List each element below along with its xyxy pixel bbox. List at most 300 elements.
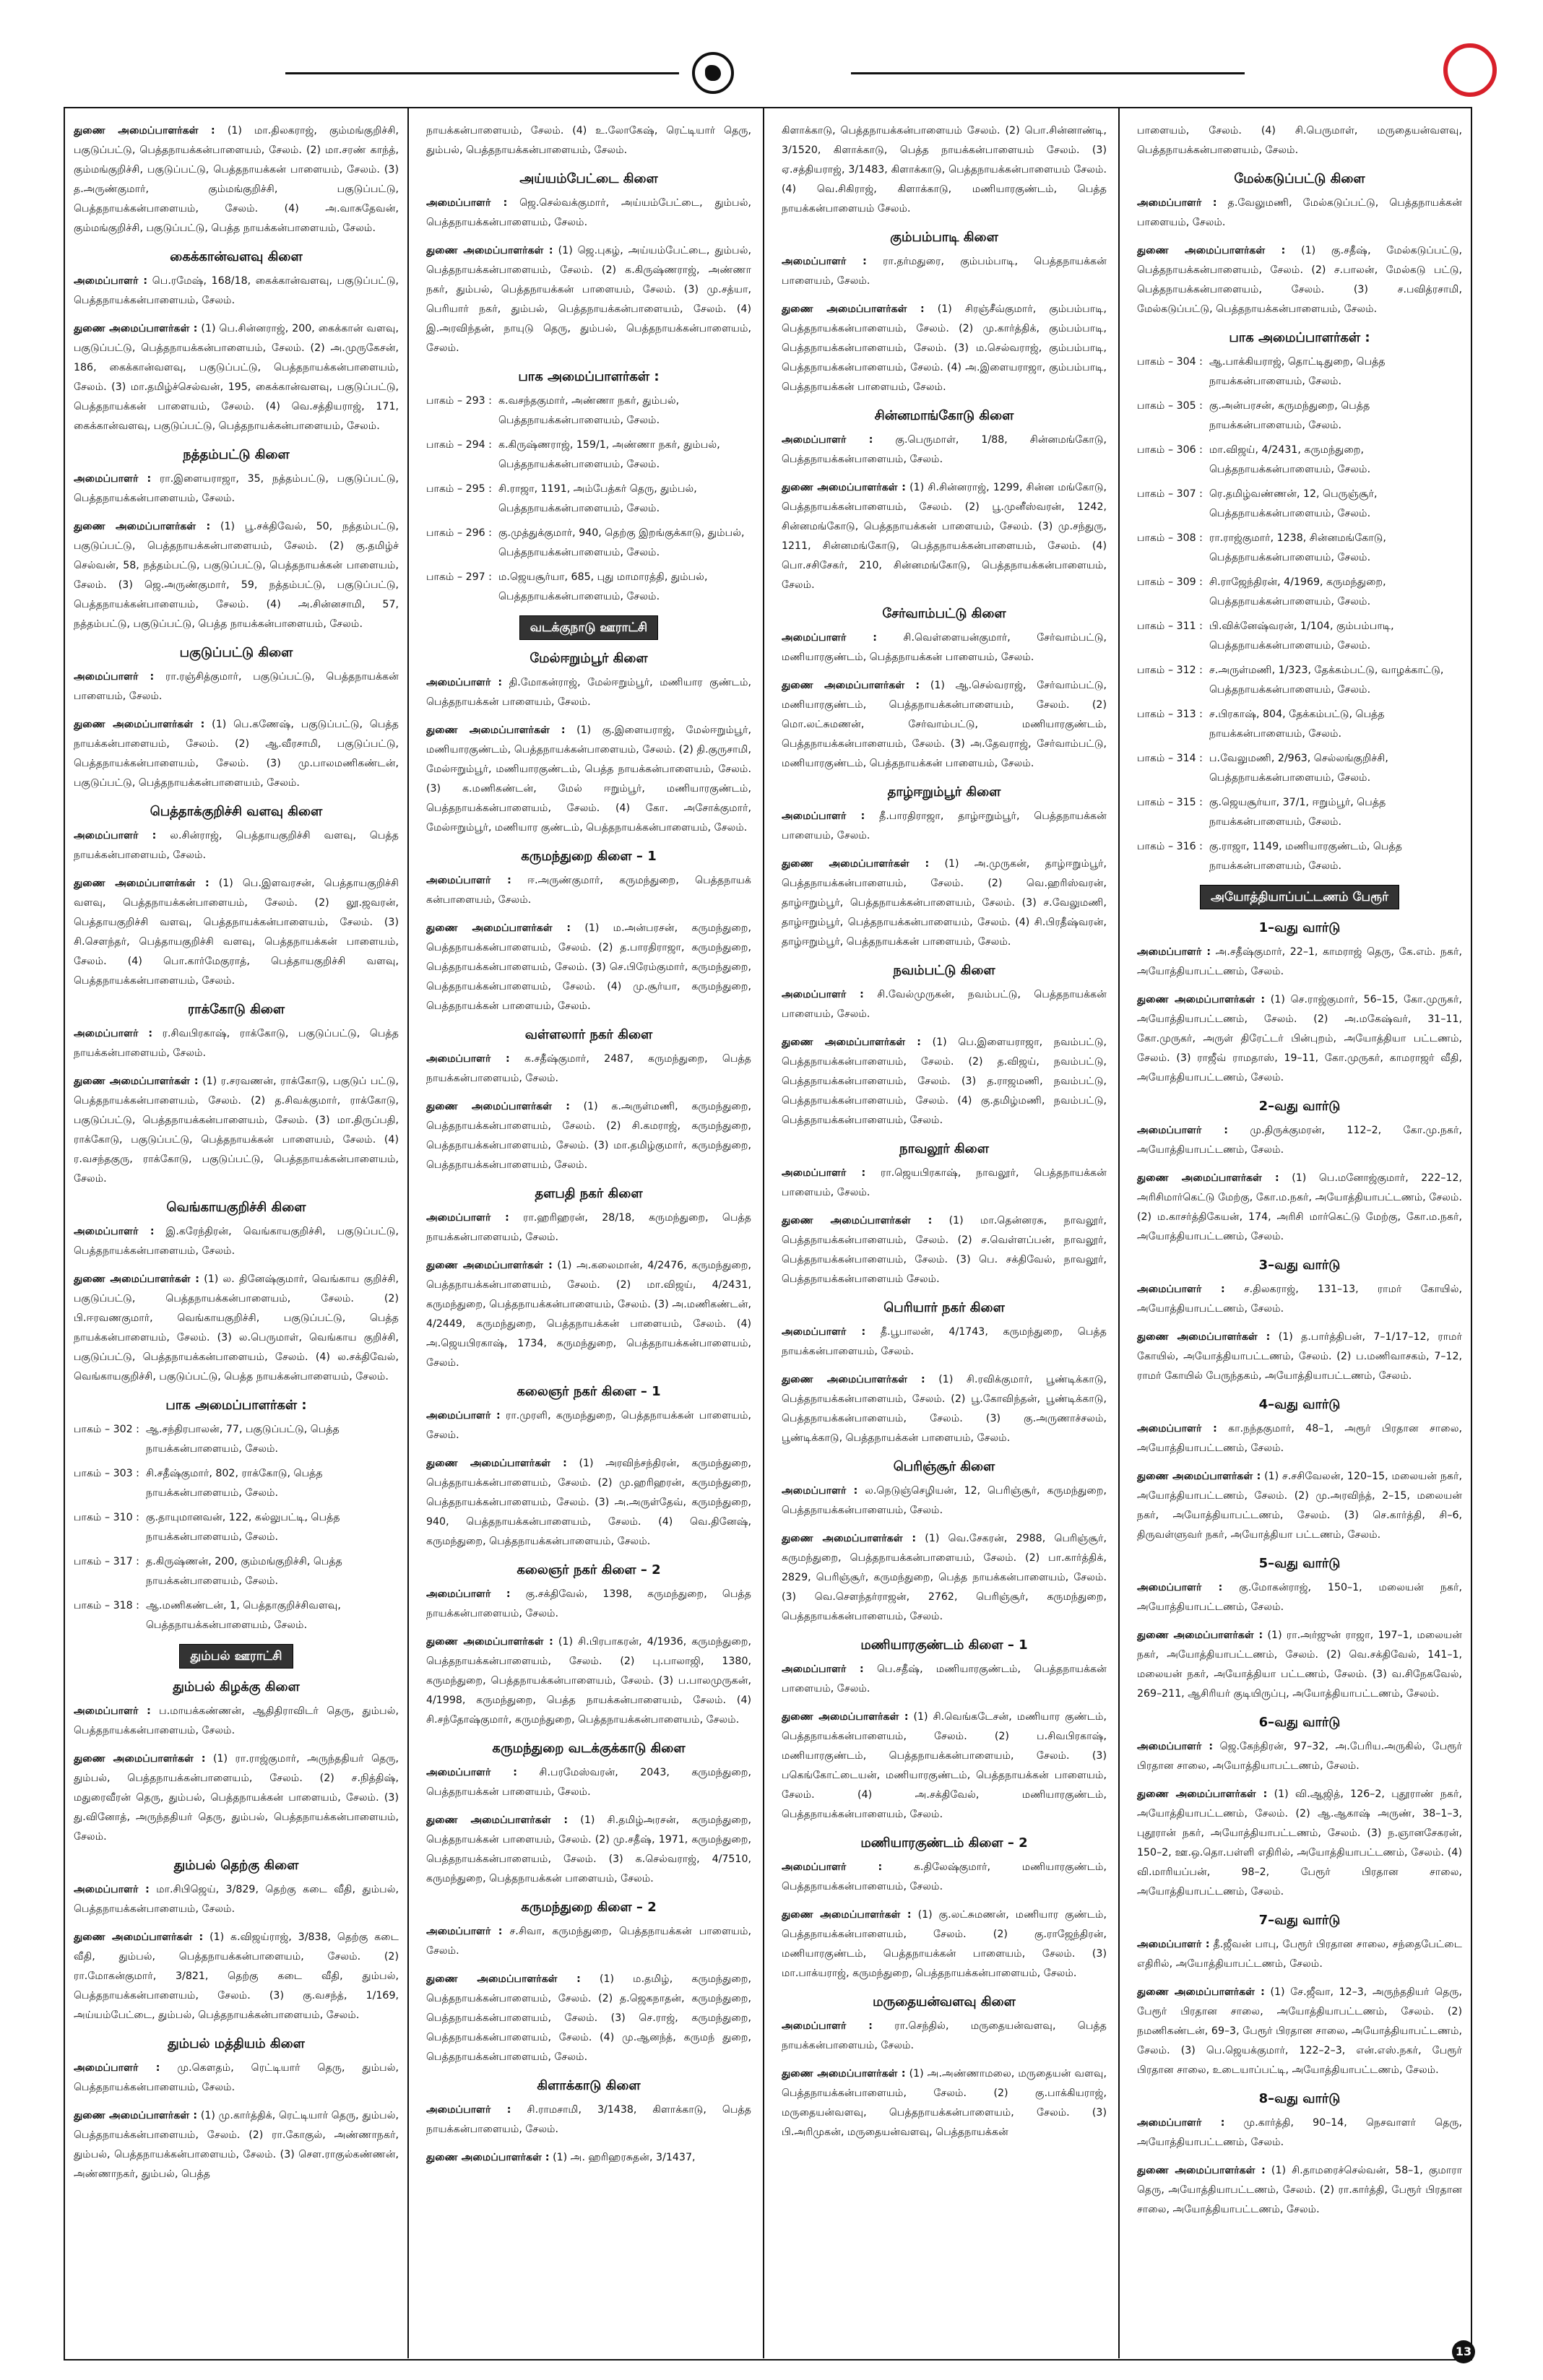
branch-heading: கலைஞர் நகர் கிளை – 1: [517, 1384, 661, 1399]
member-entry: [74, 1702, 399, 1741]
member-details: (1) க.விஜய்ராஜ், 3/838, தெற்கு கடை வீதி, தும்பல், பெத்தநாயக்கன்பாளையம், சேலம். (2) ரா.மோகன்குமார், 3/821, தெற்கு கடை வீதி, தும்பல், பெத்தநாயக்கன்பாளையம், சேலம். (3) கு.வசந்த், 1/169, அய்யம்பேட்டை, தும்பல், பெத்தநாயக்கன்பாளையம், சேலம்.: [74, 1931, 399, 2021]
branch-heading: 8–வது வார்டு: [1258, 2091, 1341, 2106]
booth-number: பாகம் – 313 :: [1137, 709, 1203, 720]
booth-member: ரா.ராஜ்குமார், 1238, சின்னமங்கோடு, பெத்தநாயக்கன்பாளையம், சேலம்.: [1209, 532, 1386, 563]
role-label: அமைப்பாளர் :: [1137, 1939, 1210, 1950]
member-details: தீ.பூபாலன், 4/1743, கருமந்துறை, பெத்த நாயக்கன்பாளையம், சேலம்.: [782, 1326, 1107, 1357]
member-entry: [782, 1529, 1107, 1627]
member-entry: [74, 874, 399, 991]
branch-heading: 5–வது வார்டு: [1258, 1556, 1341, 1571]
branch-section: [782, 782, 1107, 952]
branch-heading: பகுடுப்பட்டு கிளை: [179, 645, 293, 660]
member-details: (1) சி.சின்னராஜ், 1299, சின்ன மங்கோடு, பெத்தநாயக்கன்பாளையம், சேலம். (2) பூ.முனீஸ்வரன், 1242, சின்னமங்கோடு, பெத்தநாயக்கன் பாளையம், சேலம். (3) மு.சந்துரு, 1211, சின்னமங்கோடு, பெத்தநாயக்கன்பாளையம், சேலம். (4) பொ.சசிசேகர், 210, சின்னமங்கோடு, பெத்தநாயக்கன்பாளையம், சேலம்.: [782, 482, 1107, 591]
booth-number: பாகம் – 296 :: [426, 527, 492, 539]
booth-entry: [1137, 485, 1462, 524]
member-entry: [426, 1970, 751, 2067]
role-label: அமைப்பாளர் :: [1137, 197, 1217, 209]
role-label: அமைப்பாளர் :: [426, 197, 508, 209]
booth-number: பாகம் – 310 :: [74, 1512, 139, 1523]
booth-number: பாகம் – 295 :: [426, 483, 492, 495]
member-entry: [74, 715, 399, 793]
member-details: கு.மோகன்ராஜ், 150–1, மலையன் நகர், அயோத்தியாபட்டணம், சேலம்.: [1137, 1582, 1462, 1613]
booth-entry: [74, 1464, 399, 1503]
member-details: ல.நெடுஞ்செழியன், 12, பெரிஞ்சூர், கருமந்துறை, பெத்தநாயக்கன்பாளையம், சேலம்.: [782, 1485, 1107, 1516]
role-label: துணை அமைப்பாளர்கள் :: [782, 1711, 909, 1723]
member-entry: [426, 721, 751, 838]
booth-number: பாகம் – 308 :: [1137, 532, 1203, 544]
member-entry: [74, 2059, 399, 2098]
header-rule-left: [285, 72, 679, 74]
branch-section: [782, 1833, 1107, 1983]
column-divider: [763, 108, 764, 2358]
branch-section: [1137, 1554, 1462, 1704]
member-details: மு.திருக்குமரன், 112–2, கோ.மு.நகர், அயோத்தியாபட்டணம், சேலம்.: [1137, 1125, 1462, 1156]
member-entry: [782, 1164, 1107, 1203]
role-label: துணை அமைப்பாளர்கள் :: [1137, 1172, 1279, 1184]
booth-entry: [426, 436, 751, 475]
booth-number: பாகம் – 317 :: [74, 1556, 139, 1567]
branch-section: [1137, 328, 1462, 876]
role-label: அமைப்பாளர் :: [1137, 1741, 1214, 1752]
branch-section: [782, 1635, 1107, 1825]
role-label: அமைப்பாளர் :: [1137, 1125, 1228, 1136]
booth-number: பாகம் – 293 :: [426, 395, 492, 407]
member-details: (1) கு.இளையராஜ், மேல்ஈறும்பூர், மணியாரகுண்டம், பெத்தநாயக்கன்பாளையம், சேலம். (2) தி.குருசாமி, மேல்ஈறும்பூர், மணியாரகுண்டம், பெத்த நாயக்கன்பாளையம், சேலம். (3) க.மணிகண்டன், மேல் ஈறும்பூர், மணியாரகுண்டம், பெத்தநாயக்கன்பாளையம், சேலம். (4) கோ. அசோக்குமார், மேல்ஈறும்பூர், மணியார குண்டம், பெத்தநாயக்கன்பாளையம், சேலம்.: [426, 724, 751, 834]
member-details: (1) பெ.இளையராஜா, நவம்பட்டு, பெத்தநாயக்கன்பாளையம், சேலம். (2) த.விஜய், நவம்பட்டு, பெத்தநாயக்கன்பாளையம், சேலம். (3) த.ராஜமணி, நவம்பட்டு, பெத்தநாயக்கன்பாளையம், சேலம். (4) கு.தமிழ்மணி, நவம்பட்டு, பெத்தநாயக்கன்பாளையம், சேலம்.: [782, 1037, 1107, 1126]
booth-member: கு.அன்பரசன், கருமந்துறை, பெத்த நாயக்கன்பாளையம், சேலம்.: [1209, 400, 1370, 431]
branch-section: [74, 643, 399, 793]
member-entry: [1137, 1280, 1462, 1319]
role-label: அமைப்பாளர் :: [426, 875, 511, 886]
branch-heading: நாவலூர் கிளை: [899, 1141, 989, 1156]
role-label: துணை அமைப்பாளர்கள் :: [426, 1636, 553, 1648]
member-entry: [782, 807, 1107, 846]
booth-member: ஆ.சந்திரபாலன், 77, பகுடுப்பட்டு, பெத்த நாயக்கன்பாளையம், சேலம்.: [146, 1424, 340, 1455]
booth-entry: [426, 480, 751, 519]
role-label: துணை அமைப்பாளர்கள் :: [782, 1374, 925, 1385]
role-label: துணை அமைப்பாளர்கள் :: [1137, 1630, 1263, 1641]
role-label: அமைப்பாளர் :: [426, 1053, 510, 1065]
branch-section: [426, 2076, 751, 2168]
booth-entry: [1137, 793, 1462, 832]
branch-section: [74, 445, 399, 634]
header-rule-right: [851, 72, 1245, 74]
member-details: ரா.தர்மதுரை, கும்பம்பாடி, பெத்தநாயக்கன் பாளையம், சேலம்.: [782, 256, 1107, 287]
member-details: (1) அ.கலைமான், 4/2476, கருமந்துறை, பெத்தநாயக்கன்பாளையம், சேலம். (2) மா.விஜய், 4/2431, கருமந்துறை, பெத்தநாயக்கன்பாளையம், சேலம். (3) அ.மணிகண்டன், 4/2449, கருமந்துறை, பெத்தநாயக்கன் பாளையம், சேலம். (4) அ.ஜெயபிரகாஷ், 1734, கருமந்துறை, பெத்தநாயக்கன்பாளையம், சேலம்.: [426, 1260, 751, 1369]
branch-heading: அய்யம்பேட்டை கிளை: [519, 171, 658, 186]
role-label: அமைப்பாளர் :: [426, 1410, 501, 1421]
branch-heading: வெங்காயகுறிச்சி கிளை: [166, 1200, 306, 1215]
role-label: அமைப்பாளர் :: [74, 1028, 153, 1039]
column-divider: [1118, 108, 1120, 2358]
role-label: அமைப்பாளர் :: [426, 2104, 511, 2116]
member-entry: [782, 1323, 1107, 1362]
member-details: (1) சி.பிரபாகரன், 4/1936, கருமந்துறை, பெத்தநாயக்கன்பாளையம், சேலம். (2) பு.பாலாஜி, 1380, கருமந்துறை, பெத்தநாயக்கன்பாளையம், சேலம். (3) ப.பாலமுருகன், 4/1998, கருமந்துறை, பெத்த நாயக்கன்பாளையம், சேலம். (4) சி.சந்தோஷ்குமார், கருமந்துறை, பெத்தநாயக்கன்பாளையம், சேலம்.: [426, 1636, 751, 1726]
member-details: (1) ஆ.செல்வராஜ், சேர்வாம்பட்டு, மணியாரகுண்டம், பெத்தநாயக்கன்பாளையம், சேலம். (2) மொ.லட்சுமணன், சேர்வாம்பட்டு, மணியாரகுண்டம், பெத்தநாயக்கன்பாளையம், சேலம். (3) அ.தேவராஜ், சேர்வாம்பட்டு, மணியாரகுண்டம், பெத்தநாயக்கன் பாளையம், சேலம்.: [782, 680, 1107, 769]
member-entry: [1137, 1328, 1462, 1386]
branch-heading: சின்னமாங்கோடு கிளை: [874, 408, 1014, 423]
member-details: ஜெ.கேந்திரன், 97–32, அ.பேரிய.அருகில், பேரூர் பிரதான சாலை, அயோத்தியாபட்டணம், சேலம்.: [1137, 1741, 1462, 1772]
booth-member: கு.ஜெயசூர்யா, 37/1, ஈறும்பூர், பெத்த நாயக்கன்பாளையம், சேலம்.: [1209, 797, 1386, 828]
booth-member: சி.ராஜேந்திரன், 4/1969, கருமந்துறை, பெத்தநாயக்கன்பாளையம், சேலம்.: [1209, 576, 1386, 607]
member-entry: [426, 673, 751, 712]
member-entry: [782, 1708, 1107, 1825]
member-details: கு.சக்திவேல், 1398, கருமந்துறை, பெத்த நாயக்கன்பாளையம், சேலம்.: [426, 1588, 751, 1619]
member-entry: [426, 1050, 751, 1089]
branch-section: [426, 1560, 751, 1730]
member-details: நாயக்கன்பாளையம், சேலம். (4) உ.லோகேஷ், ரெட்டியார் தெரு, தும்பல், பெத்தநாயக்கன்பாளையம், சேலம்.: [426, 125, 751, 156]
booth-entry: [426, 568, 751, 607]
member-details: (1) மா.திலகராஜ், கும்மங்குறிச்சி, பகுடுப்பட்டு, பெத்தநாயக்கன்பாளையம், சேலம். (2) மா.சரண் காந்த், கும்மங்குறிச்சி, பகுடுப்பட்டு, பெத்தநாயக்கன் பாளையம், சேலம். (3) த.அருண்குமார், கும்மங்குறிச்சி, பகுடுப்பட்டு, பெத்தநாயக்கன்பாளையம், சேலம். (4) அ.வாசுதேவன், கும்மங்குறிச்சி, பகுடுப்பட்டு, பெத்த நாயக்கன்பாளையம், சேலம்.: [74, 125, 399, 234]
member-entry: [74, 1222, 399, 1261]
column-3: [782, 121, 1107, 2346]
role-label: துணை அமைப்பாளர்கள் :: [782, 2068, 906, 2080]
member-details: க.திலேஷ்குமார், மணியாரகுண்டம், பெத்தநாயக்கன்பாளையம், சேலம்.: [782, 1861, 1107, 1892]
member-details: (1) பெ.கணேஷ், பகுடுப்பட்டு, பெத்த நாயக்கன்பாளையம், சேலம். (2) ஆ.வீரசாமி, பகுடுப்பட்டு, பெத்தநாயக்கன்பாளையம், சேலம். (3) மு.பாலமணிகண்டன், பகுடுப்பட்டு, பெத்தநாயக்கன்பாளையம், சேலம்.: [74, 719, 399, 789]
role-label: துணை அமைப்பாளர்கள் :: [426, 1458, 567, 1469]
member-details: (1) த.பார்த்திபன், 7–1/17–12, ராமர் கோயில், அயோத்தியாபட்டணம், சேலம். (2) ப.மணிவாசகம், 7–12, ராமர் கோயில் பேருந்தகம், அயோத்தியாபட்டணம், சேலம்.: [1137, 1331, 1462, 1382]
member-entry: [426, 2100, 751, 2139]
role-label: துணை அமைப்பாளர்கள் :: [74, 521, 211, 532]
role-label: அமைப்பாளர் :: [74, 275, 148, 287]
role-label: அமைப்பாளர் :: [74, 1884, 150, 1895]
branch-heading: கலைஞர் நகர் கிளை – 2: [517, 1562, 661, 1578]
member-entry: [74, 826, 399, 865]
member-entry: [782, 985, 1107, 1024]
branch-heading: மணியாரகுண்டம் கிளை – 1: [860, 1637, 1028, 1653]
role-label: துணை அமைப்பாளர்கள் :: [426, 245, 553, 256]
role-label: அமைப்பாளர் :: [782, 256, 867, 267]
branch-heading: கருமந்துறை வடக்குக்காடு கிளை: [492, 1741, 686, 1756]
member-details: (1) மா.தென்னரசு, நாவலூர், பெத்தநாயக்கன்பாளையம், சேலம். (2) ச.வெள்ளப்பன், நாவலூர், பெத்தநாயக்கன்பாளையம், சேலம். (3) பெ. சக்திவேல், நாவலூர், பெத்தநாயக்கன்பாளையம் சேலம்.: [782, 1215, 1107, 1285]
member-details: (1) அ. ஹரிஹரசுதன், 3/1437,: [553, 2152, 696, 2163]
role-label: துணை அமைப்பாளர்கள் :: [426, 1814, 569, 1826]
role-label: துணை அமைப்பாளர்கள் :: [426, 1260, 553, 1271]
member-details: (1) ஜெ.புகழ், அய்யம்பேட்டை, தும்பல், பெத்தநாயக்கன்பாளையம், சேலம். (2) க.கிருஷ்ணராஜ், அண்ணா நகர், தும்பல், பெத்தநாயக்கன் பாளையம், சேலம். (3) மு.சத்யா, பெரியார் நகர், தும்பல், பெத்தநாயக்கன்பாளையம், சேலம். (4) இ.அரவிந்தன், நாயுடு தெரு, தும்பல், பெத்தநாயக்கன்பாளையம், சேலம்.: [426, 245, 751, 354]
member-entry: [1137, 1419, 1462, 1458]
branch-section: [426, 121, 751, 160]
member-details: சி.வெள்ளையன்குமார், சேர்வாம்பட்டு, மணியாரகுண்டம், பெத்தநாயக்கன் பாளையம், சேலம்.: [782, 632, 1107, 663]
member-details: (1) ம.தமிழ், கருமந்துறை, பெத்தநாயக்கன்பாளையம், சேலம். (2) த.ஜெகநாதன், கருமந்துறை, பெத்தநாயக்கன்பாளையம், சேலம். (3) செ.ராஜ், கருமந்துறை, பெத்தநாயக்கன்பாளையம், சேலம். (4) மு.ஆனந்த், கருமந் துறை, பெத்தநாயக்கன்பாளையம், சேலம்.: [426, 1973, 751, 2063]
role-label: அமைப்பாளர் :: [74, 671, 155, 683]
member-details: (1) ல. தினேஷ்குமார், வெங்காய குறிச்சி, பகுடுப்பட்டு, பெத்தநாயக்கன்பாளையம், சேலம். (2) பி.ஈரவணகுமார், வெங்காயகுறிச்சி, பகுடுப்பட்டு, பெத்த நாயக்கன்பாளையம், சேலம். (3) ல.பெருமாள், வெங்காய குறிச்சி, பகுடுப்பட்டு, பெத்தநாயக்கன்பாளையம், சேலம். (4) ல.சக்திவேல், வெங்காயகுறிச்சி, பகுடுப்பட்டு, பெத்த நாயக்கன்பாளையம், சேலம்.: [74, 1273, 399, 1382]
member-details: (1) பெ.இளவரசன், பெத்தாயகுறிச்சி வளவு, பெத்தநாயக்கன்பாளையம், சேலம். (2) லூ.ஜவரன், பெத்தாயகுறிச்சி வளவு, பெத்தநாயக்கன்பாளையம், சேலம். (3) சி.சௌந்தர், பெத்தாயகுறிச்சி வளவு, பெத்தநாயக்கன் பாளையம், சேலம். (4) பொ.கார்மேகுராத், பெத்தாயகுறிச்சி வளவு, பெத்தநாயக்கன்பாளையம், சேலம்.: [74, 878, 399, 987]
role-label: துணை அமைப்பாளர்கள் :: [426, 724, 566, 736]
member-details: ரா.முரளி, கருமந்துறை, பெத்தநாயக்கன் பாளையம், சேலம்.: [426, 1410, 751, 1441]
page-header: [0, 0, 1543, 108]
member-entry: [1137, 1626, 1462, 1704]
member-entry: [74, 1270, 399, 1387]
member-entry: [74, 667, 399, 706]
role-label: துணை அமைப்பாளர்கள் :: [1137, 1788, 1268, 1800]
member-details: க.சதீஷ்குமார், 2487, கருமந்துறை, பெத்த நாயக்கன்பாளையம், சேலம்.: [426, 1053, 751, 1084]
member-details: (1) செ.ராஜ்குமார், 56–15, கோ.முருகர், அயோத்தியாபட்டணம், சேலம். (2) அ.மகேஷ்வர், 31–11, கோ.முருகர், அருள் திரேட்டர் பின்புறம், அயோத்தியா பட்டணம், சேலம். (3) ராஜீவ் ராமதாஸ், 19–11, கோ.முருகர், காமராஜர் வீதி, அயோத்தியாபட்டணம், சேலம்.: [1137, 994, 1462, 1083]
role-label: அமைப்பாளர் :: [74, 830, 157, 841]
role-label: துணை அமைப்பாளர்கள் :: [74, 323, 198, 334]
member-entry: [1137, 990, 1462, 1088]
role-label: துணை அமைப்பாளர்கள் :: [74, 1753, 206, 1765]
member-details: பெ.ரமேஷ், 168/18, கைக்கான்வளவு, பகுடுப்பட்டு, பெத்தநாயக்கன்பாளையம், சேலம்.: [74, 275, 399, 306]
branch-heading: கருமந்துறை கிளை – 2: [521, 1900, 657, 1915]
member-entry: [426, 1097, 751, 1175]
role-label: அமைப்பாளர் :: [782, 1861, 883, 1873]
branch-heading: தளபதி நகர் கிளை: [535, 1186, 643, 1201]
member-details: (1) அரவிந்சந்திரன், கருமந்துறை, பெத்தநாயக்கன்பாளையம், சேலம். (2) மு.ஹரிஹரன், கருமந்துறை, பெத்தநாயக்கன்பாளையம், சேலம். (3) அ.அருள்தேவ், கருமந்துறை, 940, பெத்தநாயக்கன்பாளையம், சேலம். (4) வெ.தினேஷ், கருமந்துறை, பெத்தநாயக்கன்பாளையம், சேலம்.: [426, 1458, 751, 1547]
member-details: (1) ரா.அர்ஜுன் ராஜா, 197–1, மலையன் நகர், அயோத்தியாபட்டணம், சேலம். (2) வெ.சக்திவேல், 141–1, மலையன் நகர், அயோத்தியா பட்டணம், சேலம். (3) வ.சிநேகவேல், 269–211, ஆசிரியர் குடியிருப்பு, அயோத்தியாபட்டணம், சேலம்.: [1137, 1630, 1462, 1700]
role-label: துணை அமைப்பாளர்கள் :: [1137, 245, 1286, 256]
member-entry: [1137, 1121, 1462, 1160]
branch-section: [1137, 121, 1462, 160]
role-label: துணை அமைப்பாளர்கள் :: [74, 1076, 199, 1087]
member-entry: [1137, 121, 1462, 160]
booth-entry: [1137, 705, 1462, 744]
branch-heading: தும்பல் கிழக்கு கிளை: [173, 1679, 300, 1695]
branch-section: [1137, 1395, 1462, 1545]
role-label: துணை அமைப்பாளர்கள் :: [74, 125, 215, 137]
member-details: (1) அ.அண்ணாமலை, மருதையன் வளவு, பெத்தநாயக்கன்பாளையம், சேலம். (2) கு.பாக்கியராஜ், மருதையன்வளவு, பெத்தநாயக்கன்பாளையம், சேலம். (3) பி.அரிமுகன், மருதையன்வளவு, பெத்தநாயக்கன்: [782, 2068, 1107, 2138]
branch-heading: மேல்கடுப்பட்டு கிளை: [1234, 171, 1365, 186]
booth-entry: [1137, 441, 1462, 480]
member-details: த.வேலுமணி, மேல்கடுப்பட்டு, பெத்தநாயக்கன் பாளையம், சேலம்.: [1137, 197, 1462, 228]
booth-number: பாகம் – 318 :: [74, 1600, 139, 1611]
column-1: [74, 121, 399, 2346]
member-details: ஈ.அருண்குமார், கருமந்துறை, பெத்தநாயக் கன்பாளையம், சேலம்.: [426, 875, 751, 906]
role-label: துணை அமைப்பாளர்கள் :: [1137, 994, 1266, 1005]
booth-number: பாகம் – 316 :: [1137, 841, 1203, 852]
branch-heading: கருமந்துறை கிளை – 1: [521, 849, 657, 864]
member-details: ச.திலகராஜ், 131–13, ராமர் கோயில், அயோத்தியாபட்டணம், சேலம்.: [1137, 1284, 1462, 1315]
branch-heading: 7–வது வார்டு: [1258, 1913, 1341, 1928]
member-entry: [74, 319, 399, 436]
branch-section: [1137, 1713, 1462, 1902]
member-details: மு.கார்த்தி, 90–14, நெசவாளர் தெரு, அயோத்தியாபட்டணம், சேலம்.: [1137, 2117, 1462, 2148]
member-details: தீ.பாரதிராஜா, தாழ்ஈறும்பூர், பெத்தநாயக்கன் பாளையம், சேலம்.: [782, 810, 1107, 841]
member-details: அ.சதீஷ்குமார், 22–1, காமராஜ் தெரு, கே.எம். நகர், அயோத்தியாபட்டணம், சேலம்.: [1137, 946, 1462, 977]
member-details: மு.கௌதம், ரெட்டியார் தெரு, தும்பல், பெத்தநாயக்கன்பாளையம், சேலம்.: [74, 2062, 399, 2093]
role-label: அமைப்பாளர் :: [1137, 1284, 1225, 1295]
member-details: (1) சிரஞ்சீவ்குமார், கும்பம்பாடி, பெத்தநாயக்கன்பாளையம், சேலம். (2) மு.கார்த்திக், கும்பம்பாடி, பெத்தநாயக்கன்பாளையம், சேலம். (3) ம.செல்வராஜ், கும்பம்பாடி, பெத்தநாயக்கன்பாளையம், சேலம். (4) அ.இளையராஜா, கும்பம்பாடி, பெத்தநாயக்கன் பாளையம், சேலம்.: [782, 303, 1107, 393]
booth-entry: [1137, 529, 1462, 568]
member-details: தீ.ஜீவன் பாபு, பேரூர் பிரதான சாலை, சந்தைபேட்டை எதிரில், அயோத்தியாபட்டணம், சேலம்.: [1137, 1939, 1462, 1970]
booth-member: ஆ.பாக்கியராஜ், தொட்டிதுறை, பெத்த நாயக்கன்பாளையம், சேலம்.: [1209, 356, 1386, 387]
member-details: ரா.செந்தில், மருதையன்வளவு, பெத்த நாயக்கன்பாளையம், சேலம்.: [782, 2020, 1107, 2051]
member-entry: [74, 1072, 399, 1189]
member-details: ப.மாயக்கண்ணன், ஆதிதிராவிடர் தெரு, தும்பல், பெத்தநாயக்கன்பாளையம், சேலம்.: [74, 1705, 399, 1736]
local-body-banner: தும்பல் ஊராட்சி: [179, 1644, 293, 1669]
member-details: (1) அ.முருகன், தாழ்ஈறும்பூர், பெத்தநாயக்கன்பாளையம், சேலம். (2) வெ.ஹரிஸ்வரன், தாழ்ஈறும்பூர், பெத்தநாயக்கன்பாளையம், சேலம். (3) ச.வேலுமணி, தாழ்ஈறும்பூர், பெத்தநாயக்கன்பாளையம், சேலம். (4) சி.பிரதீஷ்வரன், தாழ்ஈறும்பூர், பெத்தநாயக்கன் பாளையம், சேலம்.: [782, 858, 1107, 948]
booth-entry: [1137, 837, 1462, 876]
branch-heading: ராக்கோடு கிளை: [187, 1002, 285, 1017]
local-body-banner: வடக்குநாடு ஊராட்சி: [519, 615, 658, 640]
role-label: அமைப்பாளர் :: [782, 810, 865, 822]
booth-number: பாகம் – 315 :: [1137, 797, 1203, 808]
booth-member: சி.ராஜா, 1191, அம்பேத்கர் தெரு, தும்பல், பெத்தநாயக்கன்பாளையம், சேலம்.: [498, 483, 697, 514]
booth-member: ஆ.மணிகண்டன், 1, பெத்தாகுறிச்சிவளவு, பெத்தநாயக்கன்பாளையம், சேலம்.: [146, 1600, 341, 1631]
branch-heading: சேர்வாம்பட்டு கிளை: [882, 606, 1006, 621]
branch-heading: கைக்கான்வளவு கிளை: [170, 249, 303, 264]
role-label: அமைப்பாளர் :: [74, 2062, 160, 2074]
role-label: துணை அமைப்பாளர்கள் :: [782, 1037, 921, 1048]
member-entry: [426, 1208, 751, 1247]
branch-section: [782, 1139, 1107, 1289]
member-entry: [74, 272, 399, 311]
booth-number: பாகம் – 309 :: [1137, 576, 1203, 588]
branch-heading: தும்பல் மத்தியம் கிளை: [168, 2036, 305, 2051]
member-entry: [426, 2148, 751, 2168]
branch-heading: நவம்பட்டு கிளை: [893, 963, 995, 978]
member-details: (1) சி.வெங்கடேசன், மணியார குண்டம், பெத்தநாயக்கன்பாளையம், சேலம். (2) ப.சிவபிரகாஷ், மணியாரகுண்டம், பெத்தநாயக்கன்பாளையம், சேலம். (3) பகெங்கோட்டையன், மணியாரகுண்டம், பெத்தநாயக்கன் பாளையம், சேலம். (4) அ.சக்திவேல், மணியாரகுண்டம், பெத்தநாயக்கன்பாளையம், சேலம்.: [782, 1711, 1107, 1820]
branch-heading: மருதையன்வளவு கிளை: [873, 1994, 1016, 2009]
member-details: ர.சிவபிரகாஷ், ராக்கோடு, பகுடுப்பட்டு, பெத்த நாயக்கன்பாளையம், சேலம்.: [74, 1028, 399, 1059]
branch-heading: நத்தம்பட்டு கிளை: [183, 447, 290, 462]
role-label: துணை அமைப்பாளர்கள் :: [1137, 1986, 1265, 1998]
branch-section: [782, 961, 1107, 1130]
member-details: மா.சிபிஜெய், 3/829, தெற்கு கடை வீதி, தும்பல், பெத்தநாயக்கன்பாளையம், சேலம்.: [74, 1884, 399, 1915]
role-label: துணை அமைப்பாளர்கள் :: [74, 878, 209, 889]
page-number: 13: [1452, 2340, 1475, 2363]
branch-section: [782, 1298, 1107, 1448]
booth-member: ச.அருள்மணி, 1/323, தேக்கம்பட்டு, வாழக்காட்டு, பெத்தநாயக்கன்பாளையம், சேலம்.: [1209, 665, 1444, 696]
role-label: அமைப்பாளர் :: [782, 2020, 873, 2032]
member-entry: [782, 1370, 1107, 1448]
role-label: துணை அமைப்பாளர்கள் :: [1137, 2165, 1266, 2176]
branch-section: [1137, 1096, 1462, 1247]
branch-heading: 4–வது வார்டு: [1258, 1397, 1341, 1412]
role-label: அமைப்பாளர் :: [426, 1588, 511, 1600]
branch-heading: பெத்தாக்குறிச்சி வளவு கிளை: [150, 804, 323, 819]
member-entry: [74, 1880, 399, 1919]
booth-entry: [1137, 749, 1462, 788]
branch-section: [426, 1382, 751, 1552]
role-label: துணை அமைப்பாளர்கள் :: [1137, 1471, 1261, 1482]
member-entry: [1137, 241, 1462, 319]
member-entry: [74, 2106, 399, 2184]
branch-section: [782, 1992, 1107, 2142]
role-label: அமைப்பாளர் :: [74, 1226, 155, 1237]
red-ring-mark-icon: [1443, 43, 1497, 97]
member-details: ஜெ.செல்வக்குமார், அய்யம்பேட்டை, தும்பல், பெத்தநாயக்கன்பாளையம், சேலம்.: [426, 197, 751, 228]
booth-number: பாகம் – 306 :: [1137, 444, 1203, 456]
member-entry: [1137, 194, 1462, 233]
member-entry: [782, 478, 1107, 595]
booth-number: பாகம் – 312 :: [1137, 665, 1203, 676]
booth-entry: [1137, 661, 1462, 700]
member-entry: [782, 1660, 1107, 1699]
member-entry: [1137, 1169, 1462, 1247]
member-details: (1) ச.சசிவேலன், 120–15, மலையன் நகர், அயோத்தியாபட்டணம், சேலம். (2) மு.அரவிந்த், 2–15, மலையன் நகர், அயோத்தியாபட்டணம், சேலம். (3) செ.கார்த்தி, சி–6, திருவள்ளுவர் நகர், அயோத்தியா பட்டணம், சேலம்.: [1137, 1471, 1462, 1541]
role-label: துணை அமைப்பாளர்கள் :: [782, 1215, 933, 1226]
branch-heading: பாக அமைப்பாளர்கள் :: [518, 369, 660, 384]
booth-entry: [1137, 573, 1462, 612]
role-label: துணை அமைப்பாளர்கள் :: [74, 1931, 204, 1943]
role-label: துணை அமைப்பாளர்கள் :: [782, 858, 930, 870]
member-entry: [782, 121, 1107, 219]
member-entry: [74, 1749, 399, 1847]
role-label: அமைப்பாளர் :: [1137, 2117, 1225, 2129]
role-label: அமைப்பாளர் :: [782, 434, 873, 446]
member-entry: [426, 121, 751, 160]
role-label: அமைப்பாளர் :: [1137, 1423, 1217, 1435]
role-label: அமைப்பாளர் :: [782, 1485, 858, 1497]
member-details: (1) சே.ஜீவா, 12–3, அருந்ததியர் தெரு, பேரூர் பிரதான சாலை, அயோத்தியாபட்டணம், சேலம். (2) நமணிகண்டன், 69–3, பேரூர் பிரதான சாலை, அயோத்தியாபட்டணம், சேலம். (3) பெ.ஜெயக்குமார், 122–2–3, என்.எஸ்.நகர், பேரூர் பிரதான சாலை, உடையாப்பட்டி, அயோத்தியாபட்டணம், சேலம்.: [1137, 1986, 1462, 2076]
member-entry: [1137, 1578, 1462, 1617]
member-entry: [782, 1481, 1107, 1520]
member-details: (1) ர.சரவணன், ராக்கோடு, பகுடுப் பட்டு, பெத்தநாயக்கன்பாளையம், சேலம். (2) த.சிவக்குமார், ராக்கோடு, பகுடுப்பட்டு, பெத்தநாயக்கன்பாளையம், சேலம். (3) மா.திருப்பதி, ராக்கோடு, பகுடுப்பட்டு, பெத்தநாயக்கன் பாளையம், சேலம். (4) ர.வசந்தகுரு, ராக்கோடு, பகுடுப்பட்டு, பெத்தநாயக்கன்பாளையம், சேலம்.: [74, 1076, 399, 1185]
booth-member: க.கிருஷ்ணராஜ், 159/1, அண்ணா நகர், தும்பல், பெத்தநாயக்கன்பாளையம், சேலம்.: [498, 439, 720, 470]
branch-section: [782, 406, 1107, 595]
role-label: துணை அமைப்பாளர்கள் :: [426, 1101, 570, 1112]
role-label: துணை அமைப்பாளர்கள் :: [782, 1909, 912, 1921]
branch-section: [1137, 1255, 1462, 1386]
member-details: சி.ராமசாமி, 3/1438, கிளாக்காடு, பெத்த நாயக்கன்பாளையம், சேலம்.: [426, 2104, 751, 2135]
member-details: (1) ம.அன்பரசன், கருமந்துறை, பெத்தநாயக்கன்பாளையம், சேலம். (2) த.பாரதிராஜா, கருமந்துறை, பெத்தநாயக்கன்பாளையம், சேலம். (3) செ.பிரேம்குமார், கருமந்துறை, பெத்தநாயக்கன்பாளையம், சேலம். (4) மு.சூர்யா, கருமந்துறை, பெத்தநாயக்கன் பாளையம், சேலம்.: [426, 922, 751, 1012]
member-details: ரா.ஜெயபிரகாஷ், நாவலூர், பெத்தநாயக்கன் பாளையம், சேலம்.: [782, 1167, 1107, 1198]
member-entry: [782, 300, 1107, 397]
member-entry: [1137, 1467, 1462, 1545]
booth-member: ப.வேலுமணி, 2/963, செல்லங்குறிச்சி, பெத்தநாயக்கன்பாளையம், சேலம்.: [1209, 753, 1388, 784]
branch-section: [782, 1457, 1107, 1627]
booth-member: பி.விக்னேஷ்வரன், 1/104, கும்பம்பாடி, பெத்தநாயக்கன்பாளையம், சேலம்.: [1209, 620, 1394, 652]
role-label: துணை அமைப்பாளர்கள் :: [426, 2152, 550, 2163]
member-details: சி.வேல்முருகன், நவம்பட்டு, பெத்தநாயக்கன் பாளையம், சேலம்.: [782, 989, 1107, 1020]
branch-heading: பெரியார் நகர் கிளை: [883, 1300, 1005, 1315]
booth-entry: [1137, 617, 1462, 656]
role-label: துணை அமைப்பாளர்கள் :: [1137, 1331, 1271, 1343]
member-entry: [1137, 2113, 1462, 2152]
branch-section: [74, 1000, 399, 1189]
booth-member: த.கிருஷ்ணன், 200, கும்மங்குறிச்சி, பெத்த நாயக்கன்பாளையம், சேலம்.: [146, 1556, 342, 1587]
member-details: ரா.ரஞ்சித்குமார், பகுடுப்பட்டு, பெத்தநாயக்கன் பாளையம், சேலம்.: [74, 671, 399, 702]
member-details: பாளையம், சேலம். (4) சி.பெருமாள், மருதையன்வளவு, பெத்தநாயக்கன்பாளையம், சேலம்.: [1137, 125, 1462, 156]
column-divider: [407, 108, 409, 2358]
booth-member: சி.சதீஷ்குமார், 802, ராக்கோடு, பெத்த நாயக்கன்பாளையம், சேலம்.: [146, 1468, 323, 1499]
branch-heading: 3–வது வார்டு: [1258, 1258, 1341, 1273]
branch-heading: மணியாரகுண்டம் கிளை – 2: [860, 1835, 1028, 1851]
role-label: துணை அமைப்பாளர்கள் :: [426, 922, 571, 934]
branch-heading: 6–வது வார்டு: [1258, 1715, 1341, 1730]
branch-section: [74, 2034, 399, 2184]
branch-section: [426, 1184, 751, 1373]
branch-section: [74, 1644, 399, 1847]
role-label: துணை அமைப்பாளர்கள் :: [426, 1973, 581, 1985]
booth-entry: [426, 391, 751, 430]
member-details: ரா.இளையராஜா, 35, நத்தம்பட்டு, பகுடுப்பட்டு, பெத்தநாயக்கன்பாளையம், சேலம்.: [74, 473, 399, 504]
member-entry: [74, 469, 399, 509]
branch-heading: கிளாக்காடு கிளை: [537, 2078, 641, 2093]
branch-section: [1137, 1911, 1462, 2080]
role-label: அமைப்பாளர் :: [782, 632, 877, 644]
role-label: துணை அமைப்பாளர்கள் :: [782, 482, 906, 493]
booth-member: ச.பிரகாஷ், 804, தேக்கம்பட்டு, பெத்த நாயக்கன்பாளையம், சேலம்.: [1209, 709, 1385, 740]
booth-entry: [1137, 352, 1462, 391]
member-entry: [1137, 2161, 1462, 2220]
role-label: துணை அமைப்பாளர்கள் :: [782, 303, 925, 315]
branch-heading: தும்பல் தெற்கு கிளை: [173, 1858, 299, 1873]
branch-heading: பாக அமைப்பாளர்கள் :: [165, 1398, 307, 1413]
booth-member: மா.விஜய், 4/2431, கருமந்துறை, பெத்தநாயக்கன்பாளையம், சேலம்.: [1209, 444, 1371, 475]
branch-section: [74, 1395, 399, 1635]
booth-number: பாகம் – 302 :: [74, 1424, 139, 1435]
member-details: ல.சின்ராஜ், பெத்தாயகுறிச்சி வளவு, பெத்த நாயக்கன்பாளையம், சேலம்.: [74, 830, 399, 861]
member-details: ரா.ஹரிஹரன், 28/18, கருமந்துறை, பெத்த நாயக்கன்பாளையம், சேலம்.: [426, 1212, 751, 1243]
member-entry: [1137, 943, 1462, 982]
member-entry: [782, 1033, 1107, 1130]
branch-section: [782, 604, 1107, 774]
member-entry: [426, 1922, 751, 1961]
branch-section: [74, 1856, 399, 2025]
member-details: (1) மு.கார்த்திக், ரெட்டியார் தெரு, தும்பல், பெத்தநாயக்கன்பாளையம், சேலம். (2) ரா.கோகுல், அண்ணாநகர், தும்பல், பெத்தநாயக்கன்பாளையம், சேலம். (3) சௌ.ராகுல்கண்ணன், அண்ணாநகர், தும்பல், பெத்த: [74, 2110, 399, 2180]
branch-section: [74, 247, 399, 436]
